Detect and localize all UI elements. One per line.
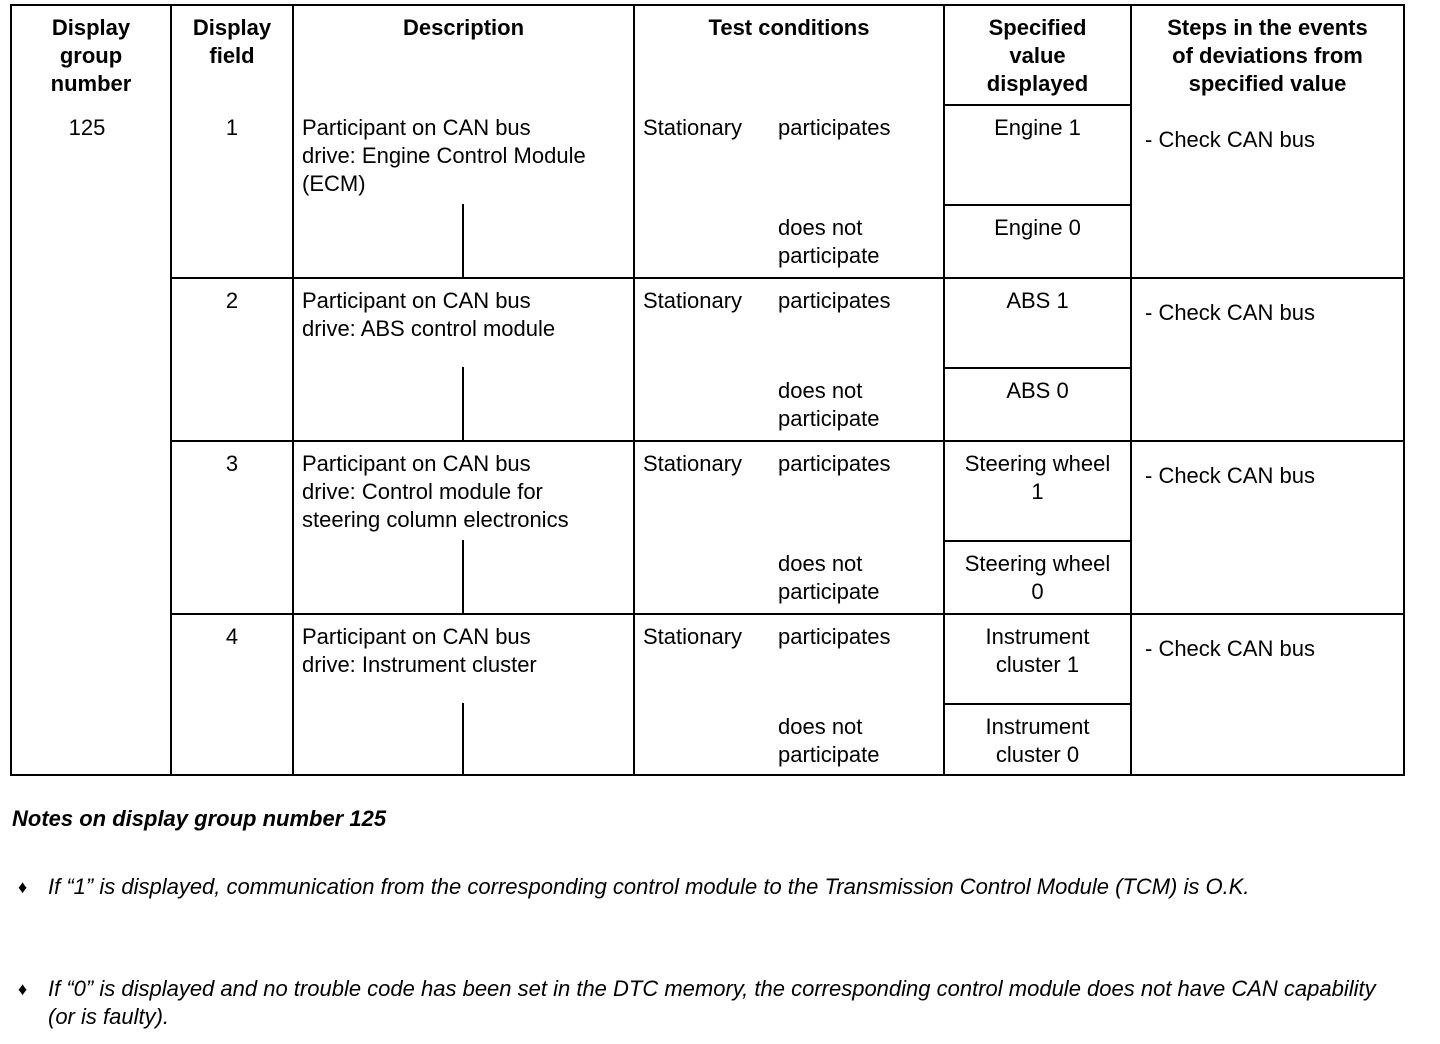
value-split [943, 367, 1130, 369]
deviation-step: - Check CAN bus [1145, 300, 1315, 325]
row-divider [170, 440, 1405, 442]
condition-state: does not participate [778, 551, 880, 604]
specified-value: Instrument cluster 1 [985, 624, 1090, 677]
note-text: If “0” is displayed and no trouble code has been set in the DTC memory, the corresponding control module does not have CAN capability (or is faulty). [48, 976, 1376, 1029]
condition-state: participates [778, 288, 891, 313]
diamond-bullet-icon: ♦ [18, 877, 28, 897]
condition-state: does not participate [778, 215, 880, 268]
specified-value: Engine 1 [994, 115, 1081, 140]
row-divider [170, 613, 1405, 615]
header-rule [943, 104, 1130, 106]
column-divider [292, 4, 294, 776]
specified-value: ABS 1 [1006, 288, 1069, 313]
header-description: Description [402, 15, 525, 40]
test-condition-text: Stationary [643, 451, 743, 476]
description-stub [462, 204, 464, 277]
specified-value: Instrument cluster 0 [985, 714, 1090, 767]
description-stub [462, 540, 464, 613]
display-field-value: 2 [225, 288, 239, 313]
description-stub [462, 703, 464, 776]
description-text: Participant on CAN bus drive: Instrument cluster [302, 624, 537, 677]
test-condition-text: Stationary [643, 115, 743, 140]
specified-value: Steering wheel 1 [964, 451, 1111, 504]
specified-value: Steering wheel 0 [964, 551, 1111, 604]
column-divider [1130, 4, 1132, 776]
condition-state: does not participate [778, 714, 880, 767]
column-divider [633, 4, 635, 776]
deviation-step: - Check CAN bus [1145, 127, 1315, 152]
display-field-value: 3 [225, 451, 239, 476]
display-field-value: 4 [225, 624, 239, 649]
value-split [943, 540, 1130, 542]
display-field-value: 1 [225, 115, 239, 140]
description-stub [462, 367, 464, 440]
condition-state: does not participate [778, 378, 880, 431]
condition-state: participates [778, 451, 891, 476]
description-text: Participant on CAN bus drive: ABS control module [302, 288, 556, 341]
group-number-value: 125 [68, 115, 106, 140]
specified-value: Engine 0 [994, 215, 1081, 240]
deviation-step: - Check CAN bus [1145, 463, 1315, 488]
value-split [943, 703, 1130, 705]
header-specified-value: Specified value displayed [986, 15, 1089, 96]
diamond-bullet-icon: ♦ [18, 979, 28, 999]
description-text: Participant on CAN bus drive: Control module for steering column electronics [302, 451, 569, 532]
row-divider [170, 277, 1405, 279]
description-text: Participant on CAN bus drive: Engine Control Module (ECM) [302, 115, 586, 196]
deviation-step: - Check CAN bus [1145, 636, 1315, 661]
value-split [943, 204, 1130, 206]
test-condition-text: Stationary [643, 288, 743, 313]
specified-value: ABS 0 [1006, 378, 1069, 403]
condition-state: participates [778, 624, 891, 649]
header-group-number: Display group number [50, 15, 132, 96]
header-steps: Steps in the events of deviations from specified value [1167, 15, 1368, 96]
test-condition-text: Stationary [643, 624, 743, 649]
notes-title: Notes on display group number 125 [12, 806, 387, 831]
note-text: If “1” is displayed, communication from the corresponding control module to the Transmission Control Module (TCM) is O.K. [48, 874, 1250, 899]
header-display-field: Display field [192, 15, 272, 68]
header-test-conditions: Test conditions [708, 15, 870, 40]
condition-state: participates [778, 115, 891, 140]
